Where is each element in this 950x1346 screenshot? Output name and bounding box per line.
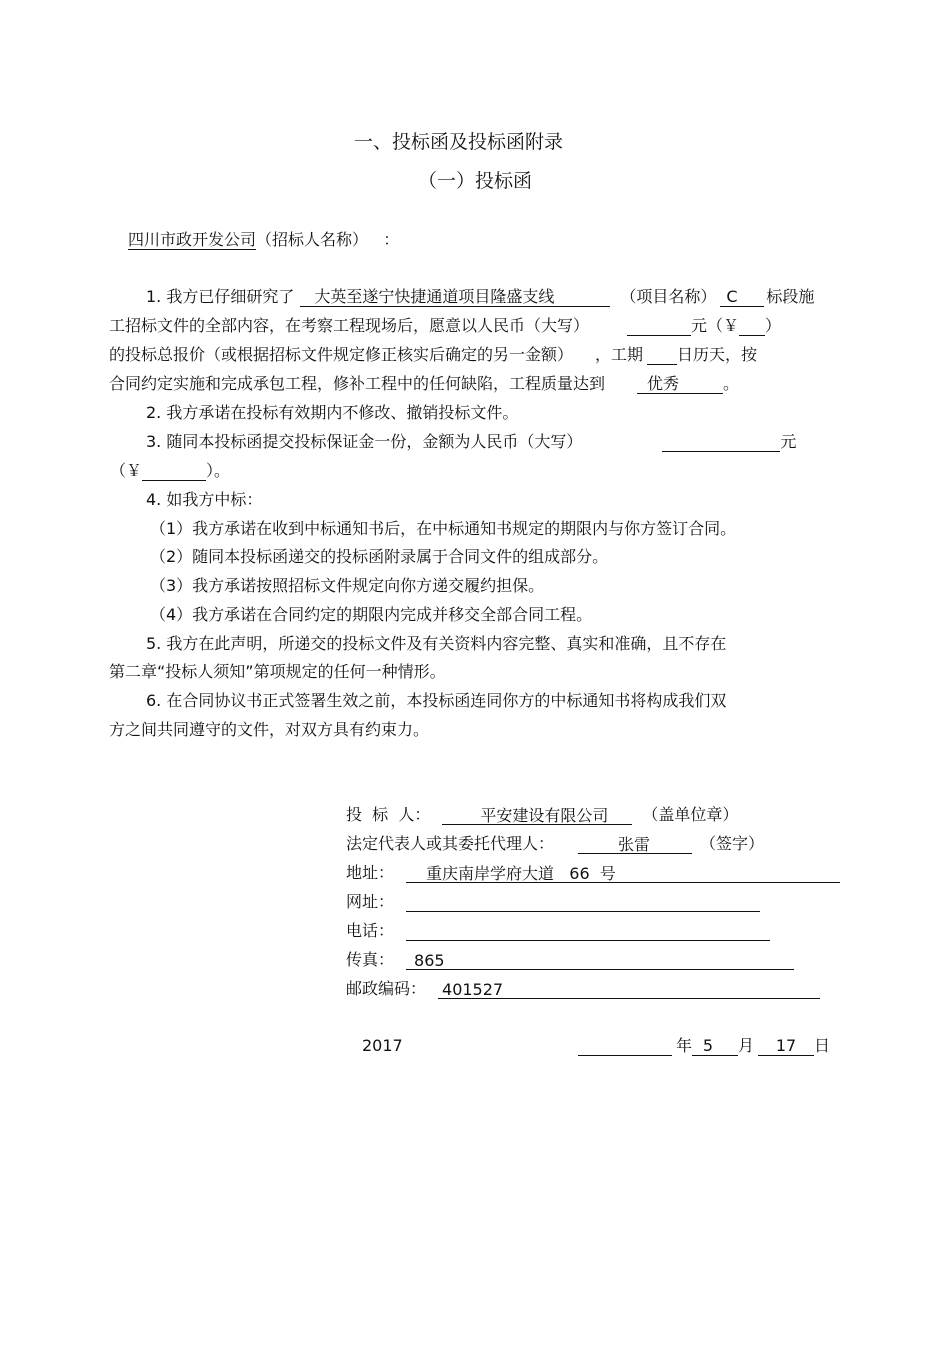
item5-line2: 第二章“投标人须知”第项规定的任何一种情形。: [109, 662, 446, 681]
fax-value: 865: [414, 951, 445, 970]
fax-row: [346, 950, 794, 970]
year-field: [578, 1036, 672, 1056]
date-year-value: 2017: [362, 1036, 403, 1055]
deposit-amount-words-field: [662, 432, 780, 452]
section-suffix: 标段施: [766, 287, 815, 306]
project-name-label: （项目名称）: [620, 287, 717, 306]
address-value: 重庆南岸学府大道 66 号: [426, 864, 616, 883]
item1-period-suffix: 日历天，按: [677, 345, 758, 364]
item4-sub-3: （3）我方承诺按照招标文件规定向你方递交履约担保。: [150, 576, 545, 595]
postcode-row: [346, 979, 820, 999]
quality-value: 优秀: [647, 374, 680, 393]
addressee-line: [128, 230, 399, 250]
item1-line2: [109, 316, 781, 336]
representative-sign-note: （签字）: [700, 834, 765, 853]
fax-label: 传真：: [346, 950, 395, 969]
item3-yuan: 元: [780, 432, 797, 451]
item3-yen-open: （￥: [110, 461, 143, 480]
addressee-colon: ：: [383, 230, 400, 249]
item1-line4: [109, 374, 739, 394]
item3-text: 3. 随同本投标函提交投标保证金一份，金额为人民币（大写）: [146, 432, 583, 451]
address-row: [346, 863, 840, 883]
item4-sub-2: （2）随同本投标函递交的投标函附录属于合同文件的组成部分。: [150, 547, 609, 566]
bidder-row: [346, 805, 738, 825]
item1-line2-text: 工招标文件的全部内容，在考察工程现场后，愿意以人民币（大写）: [109, 316, 590, 335]
representative-field: [578, 835, 692, 854]
phone-field: [406, 921, 770, 941]
item5-line1: 5. 我方在此声明，所递交的投标文件及有关资料内容完整、真实和准确，且不存在: [146, 634, 727, 653]
item1-period-end: 。: [723, 374, 740, 393]
date-year-unit: 年: [676, 1036, 693, 1055]
address-label: 地址：: [346, 863, 395, 882]
date-month-unit: 月: [738, 1036, 755, 1055]
date-day: 17: [775, 1036, 797, 1055]
date-day-unit: 日: [814, 1036, 831, 1055]
item3-line1: [146, 432, 796, 452]
item1-line4-text: 合同约定实施和完成承包工程，修补工程中的任何缺陷，工程质量达到: [109, 374, 606, 393]
website-label: 网址：: [346, 892, 395, 911]
bidder-field: [442, 806, 632, 825]
representative-name: 张雷: [618, 835, 651, 854]
bidder-name: 平安建设有限公司: [480, 806, 609, 825]
document-title: 一、投标函及投标函附录: [354, 131, 564, 153]
item1-yuan-paren: 元（￥: [691, 316, 740, 335]
bidder-label: 投 标 人：: [346, 805, 431, 824]
postcode-label: 邮政编码：: [346, 979, 427, 998]
bid-amount-words-field: [627, 316, 691, 336]
item4-sub-1: （1）我方承诺在收到中标通知书后，在中标通知书规定的期限内与你方签订合同。: [150, 519, 737, 538]
address-field: [406, 864, 840, 883]
section-field: [720, 287, 764, 307]
section-letter: C: [726, 287, 738, 306]
tenderer-name: 四川市政开发公司: [128, 230, 257, 249]
item6-line1: 6. 在合同协议书正式签署生效之前，本投标函连同你方的中标通知书将构成我们双: [146, 691, 727, 710]
document-subtitle: （一）投标函: [418, 170, 533, 192]
deposit-amount-number-field: [142, 461, 206, 481]
bidder-seal-note: （盖单位章）: [642, 805, 739, 824]
representative-label: 法定代表人或其委托代理人：: [346, 834, 555, 853]
month-field: [692, 1036, 738, 1056]
fax-field: [406, 951, 794, 970]
item4-sub-4: （4）我方承诺在合同约定的期限内完成并移交全部合同工程。: [150, 605, 593, 624]
item3-yen-close: ）。: [206, 461, 231, 480]
postcode-value: 401527: [442, 980, 504, 999]
date-month: 5: [702, 1036, 714, 1055]
item1-line3: [109, 345, 757, 365]
item2-text: 2. 我方承诺在投标有效期内不修改、撤销投标文件。: [146, 403, 519, 422]
item4-head: 4. 如我方中标：: [146, 490, 263, 509]
item1-close-paren: ）: [765, 316, 782, 335]
item1-line1: [146, 287, 814, 307]
item3-line2: [110, 461, 230, 481]
project-name: 大英至遂宁快捷通道项目隆盛支线: [314, 287, 555, 306]
website-row: [346, 892, 760, 912]
item1-period-comma: ，工期: [595, 345, 644, 364]
item1-prefix: 1. 我方已仔细研究了: [146, 287, 295, 306]
postcode-field: [438, 980, 820, 999]
date-row: [578, 1036, 830, 1056]
construction-period-field: [647, 345, 677, 365]
project-name-field: [300, 287, 610, 307]
item1-line3-text: 的投标总报价（或根据招标文件规定修正核实后确定的另一金额）: [109, 345, 566, 364]
tenderer-label: （招标人名称）: [256, 230, 369, 249]
website-field: [406, 892, 760, 912]
item6-line2: 方之间共同遵守的文件，对双方具有约束力。: [109, 720, 430, 739]
bid-amount-number-field: [739, 316, 765, 336]
representative-row: [346, 834, 764, 854]
phone-row: [346, 921, 770, 941]
phone-label: 电话：: [346, 921, 395, 940]
quality-field: [637, 374, 723, 394]
day-field: [758, 1036, 814, 1056]
